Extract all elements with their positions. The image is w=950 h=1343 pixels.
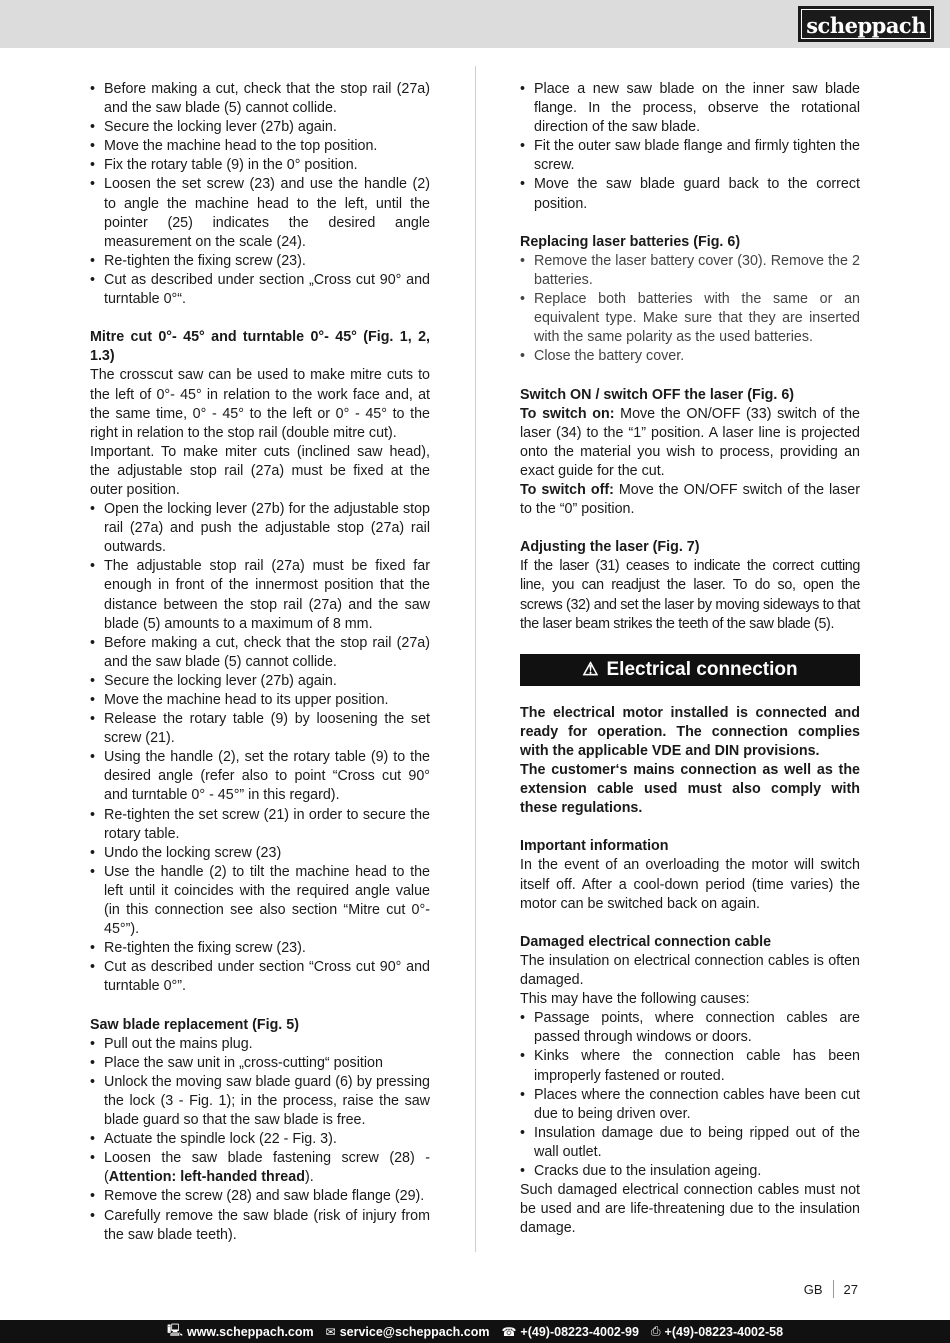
switch-off-label: To switch off: [520, 481, 614, 498]
causes-intro: This may have the following causes: [520, 991, 750, 1008]
list-item: • Loosen the set screw (23) and use the handle (2) to angle the machine head to the left, until the pointer (25) indicates the desired angle measurement on the scale (24). [90, 175, 430, 251]
footer-separator [833, 1280, 834, 1298]
adjust-laser-paragraph: If the laser (31) ceases to indicate the correct cutting line, you can readjust the laser. To do so, open the screws (32) and set the laser by moving sideways to that the laser beam strikes the teeth of the saw blade (5). [520, 558, 860, 632]
list-item: • Carefully remove the saw blade (risk of injury from the saw blade teeth). [90, 1207, 430, 1245]
important-info-heading: Important information [520, 838, 669, 855]
mitre-important-paragraph: Important. To make miter cuts (inclined saw head), the adjustable stop rail (27a) must be fixed at the outer position. [90, 443, 430, 498]
switch-on-text: Move the ON/OFF (33) switch of the laser (34) to the “1” position. A laser line is projected onto the material you wish to process, providing an exact guide for the cut. [520, 405, 860, 479]
list-item: • Cut as described under section “Cross cut 90° and turntable 0°”. [90, 958, 430, 996]
list-item: • Fit the outer saw blade flange and firmly tighten the screw. [520, 137, 860, 175]
page-number: 27 [843, 1281, 858, 1297]
email-link[interactable] [326, 1325, 490, 1339]
saw-blade-heading: Saw blade replacement (Fig. 5) [90, 1016, 299, 1033]
switch-on-paragraph [520, 405, 860, 481]
cut-steps-list [90, 80, 430, 309]
switch-off-text: Move the ON/OFF switch of the laser to the “0” position. [520, 481, 860, 518]
list-item: • Secure the locking lever (27b) again. [90, 118, 430, 137]
list-item: • Places where the connection cables have been cut due to being driven over. [520, 1086, 860, 1124]
fit-blade-list [520, 80, 860, 214]
adjust-laser-heading: Adjusting the laser (Fig. 7) [520, 539, 700, 556]
email-text: service@scheppach.com [339, 1324, 490, 1339]
electrical-connection-banner [520, 654, 860, 686]
left-handed-thread-warning: Attention: left-handed thread [108, 1169, 305, 1186]
left-column [90, 80, 430, 1245]
mitre-cut-heading: Mitre cut 0°- 45° and turntable 0°- 45° (Fig. 1, 2, 1.3) [90, 329, 430, 365]
list-item: • Place the saw unit in „cross-cutting“ position [90, 1054, 430, 1073]
mains-notice: The customer‘s mains connection as well as the extension cable used must also comply with these regulations. [520, 762, 860, 817]
fax-icon: ⎙ [650, 1324, 661, 1338]
list-item: • Move the machine head to the top position. [90, 137, 430, 156]
list-item [90, 1149, 430, 1187]
list-item: • Unlock the moving saw blade guard (6) by pressing the lock (3 - Fig. 1); in the process, raise the saw blade guard so that the saw blade is free. [90, 1073, 430, 1130]
electrical-notice: The electrical motor installed is connected and ready for operation. The connection complies with the applicable VDE and DIN provisions. [520, 704, 860, 759]
list-item: • Remove the screw (28) and saw blade flange (29). [90, 1187, 430, 1206]
list-item: • Place a new saw blade on the inner saw blade flange. In the process, observe the rotational direction of the saw blade. [520, 80, 860, 137]
causes-list [520, 1009, 860, 1181]
list-item: • Close the battery cover. [520, 347, 860, 366]
switch-off-paragraph [520, 481, 860, 519]
list-item: • Passage points, where connection cables are passed through windows or doors. [520, 1009, 860, 1047]
mitre-cut-paragraph: The crosscut saw can be used to make mitre cuts to the left of 0°- 45° in relation to the work face and, at the same time, 0° - 45° to the left or 0° - 45° to the right in relation to the stop rail (double mitre cut). [90, 367, 430, 441]
list-item: • Remove the laser battery cover (30). Remove the 2 batteries. [520, 252, 860, 290]
list-item: • Before making a cut, check that the stop rail (27a) and the saw blade (5) cannot collide. [90, 634, 430, 672]
warning-icon: ⚠ [582, 659, 599, 680]
damaged-cable-heading: Damaged electrical connection cable [520, 933, 772, 950]
language-code: GB [803, 1281, 823, 1297]
damaged-cable-warning: Such damaged electrical connection cables must not be used and are life-threatening due to the insulation damage. [520, 1182, 860, 1237]
important-info-paragraph: In the event of an overloading the motor will switch itself off. After a cool-down period (time varies) the motor can be switched back on again. [520, 857, 860, 912]
saw-blade-steps-list [90, 1035, 430, 1245]
list-item: • Before making a cut, check that the stop rail (27a) and the saw blade (5) cannot collide. [90, 80, 430, 118]
list-item: • Open the locking lever (27b) for the adjustable stop rail (27a) and push the adjustable stop (27a) rail outwards. [90, 500, 430, 557]
list-item: • Kinks where the connection cable has been improperly fastened or routed. [520, 1047, 860, 1085]
mail-icon: ✉ [325, 1324, 336, 1339]
list-item: • Fix the rotary table (9) in the 0° position. [90, 156, 430, 175]
loosen-text: Loosen the saw blade fastening screw (28) - ( [104, 1150, 430, 1186]
list-item: • Cut as described under section „Cross cut 90° and turntable 0°“. [90, 271, 430, 309]
loosen-end: ). [304, 1169, 314, 1186]
phone-info [501, 1325, 638, 1339]
list-item: • Re-tighten the fixing screw (23). [90, 252, 430, 271]
list-item: • Undo the locking screw (23) [90, 844, 430, 863]
damaged-cable-paragraph: The insulation on electrical connection cables is often damaged. [520, 952, 860, 989]
list-item: • Use the handle (2) to tilt the machine head to the left until it coincides with the required angle value (in this connection see also section “Mitre cut 0°- 45°”). [90, 863, 430, 939]
list-item: • Pull out the mains plug. [90, 1035, 430, 1054]
list-item: • Re-tighten the set screw (21) in order to secure the rotary table. [90, 806, 430, 844]
column-divider [475, 66, 476, 1252]
page-footer [804, 1280, 858, 1298]
list-item: • Cracks due to the insulation ageing. [520, 1162, 860, 1181]
list-item: • Insulation damage due to being ripped out of the wall outlet. [520, 1124, 860, 1162]
website-text: www.scheppach.com [186, 1324, 314, 1339]
mitre-steps-list [90, 500, 430, 996]
list-item: • Re-tighten the fixing screw (23). [90, 939, 430, 958]
fax-text: +(49)-08223-4002-58 [664, 1324, 784, 1339]
battery-list [520, 252, 860, 367]
list-item: • Secure the locking lever (27b) again. [90, 672, 430, 691]
list-item: • Move the saw blade guard back to the correct position. [520, 175, 860, 213]
contact-bar [0, 1320, 950, 1343]
fax-info [651, 1324, 783, 1339]
list-item: • The adjustable stop rail (27a) must be fixed far enough in front of the innermost position that the distance between the stop rail (27a) and the saw blade (5) amounts to a maximum of 8 mm. [90, 557, 430, 633]
list-item: • Release the rotary table (9) by loosening the set screw (21). [90, 710, 430, 748]
switch-laser-heading: Switch ON / switch OFF the laser (Fig. 6) [520, 386, 795, 403]
list-item: • Using the handle (2), set the rotary table (9) to the desired angle (refer also to point “Cross cut 90° and turntable 0° - 45°” in this regard). [90, 748, 430, 805]
right-column [520, 80, 860, 1238]
switch-on-label: To switch on: [520, 405, 615, 422]
list-item: • Replace both batteries with the same or an equivalent type. Make sure that they are inserted with the same polarity as the used batteries. [520, 290, 860, 347]
website-link[interactable] [167, 1321, 314, 1342]
computer-icon: 🖳 [166, 1323, 183, 1337]
header-bar [0, 0, 950, 48]
section-title: Electrical connection [606, 659, 798, 681]
list-item: • Move the machine head to its upper position. [90, 691, 430, 710]
list-item: • Actuate the spindle lock (22 - Fig. 3). [90, 1130, 430, 1149]
battery-heading: Replacing laser batteries (Fig. 6) [520, 233, 741, 250]
brand-logo: scheppach [798, 6, 934, 42]
phone-icon: ☎ [501, 1324, 517, 1339]
phone-text: +(49)-08223-4002-99 [520, 1324, 639, 1339]
